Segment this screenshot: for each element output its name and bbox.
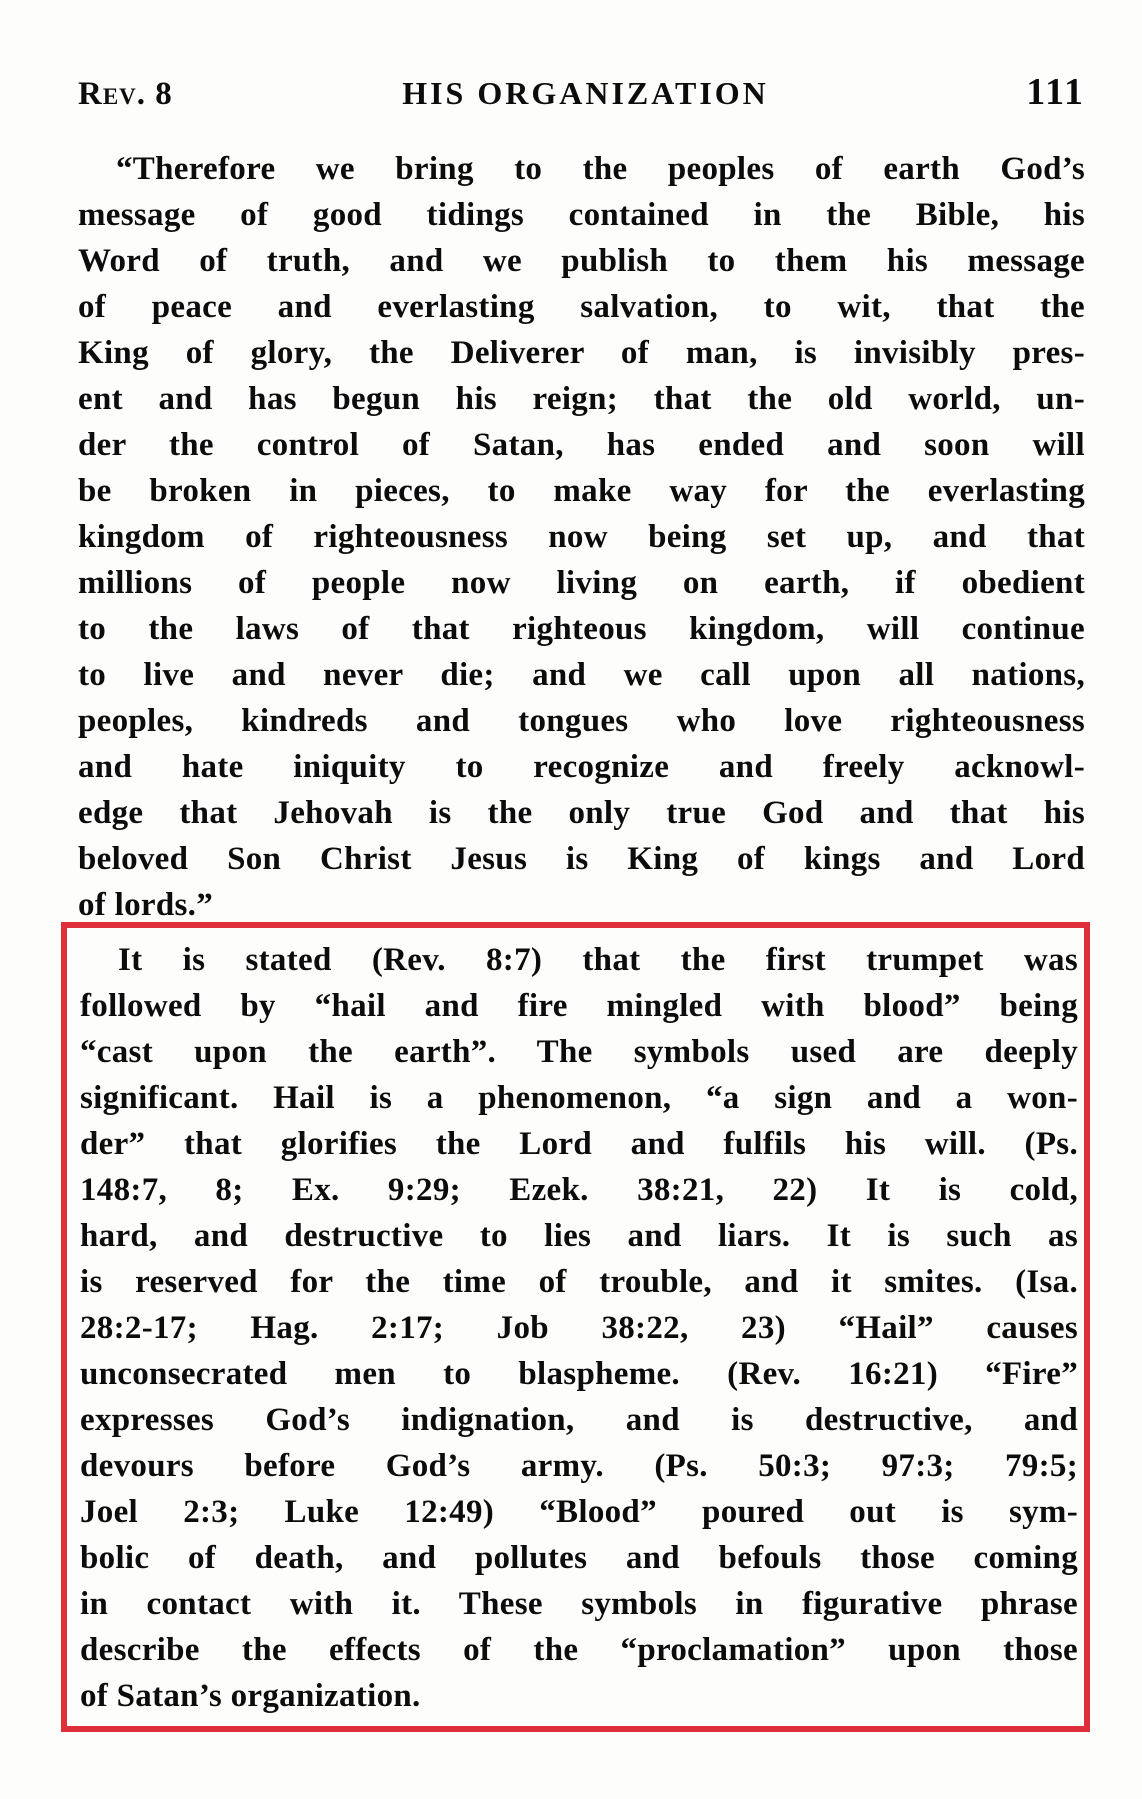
text-line: der the control of Satan, has ended and soon will bbox=[78, 427, 1085, 463]
text-line: beloved Son Christ Jesus is King of kings and Lord bbox=[78, 841, 1085, 877]
highlight-box bbox=[61, 922, 1090, 1732]
text-line: describe the effects of the “proclamation” upon those bbox=[80, 1632, 1078, 1668]
text-line: to live and never die; and we call upon all nations, bbox=[78, 657, 1085, 693]
running-head-title: HIS ORGANIZATION bbox=[402, 75, 769, 111]
paragraph-proclamation-quote bbox=[78, 146, 1085, 928]
page-number: 111 bbox=[1026, 71, 1085, 113]
text-line: Word of truth, and we publish to them his message bbox=[78, 243, 1085, 279]
text-line: unconsecrated men to blaspheme. (Rev. 16:21) “Fire” bbox=[80, 1356, 1078, 1392]
text-line: followed by “hail and fire mingled with blood” being bbox=[80, 988, 1078, 1024]
text-line: bolic of death, and pollutes and befouls those coming bbox=[80, 1540, 1078, 1576]
running-head-scripture-reference: Rev. 8 bbox=[78, 76, 173, 112]
text-line: message of good tidings contained in the Bible, his bbox=[78, 197, 1085, 233]
text-line: expresses God’s indignation, and is destructive, and bbox=[80, 1402, 1078, 1438]
text-line: der” that glorifies the Lord and fulfils his will. (Ps. bbox=[80, 1126, 1078, 1162]
text-line: be broken in pieces, to make way for the everlasting bbox=[78, 473, 1085, 509]
text-line: ent and has begun his reign; that the old world, un- bbox=[78, 381, 1085, 417]
text-line: 148:7, 8; Ex. 9:29; Ezek. 38:21, 22) It is cold, bbox=[80, 1172, 1078, 1208]
text-line: “Therefore we bring to the peoples of earth God’s bbox=[116, 151, 1085, 187]
text-line: of lords.” bbox=[78, 887, 213, 923]
text-line: peoples, kindreds and tongues who love righteousness bbox=[78, 703, 1085, 739]
text-line: Joel 2:3; Luke 12:49) “Blood” poured out is sym- bbox=[80, 1494, 1078, 1530]
text-line: and hate iniquity to recognize and freely acknowl- bbox=[78, 749, 1085, 785]
text-line: It is stated (Rev. 8:7) that the first trumpet was bbox=[118, 942, 1078, 978]
text-line: significant. Hail is a phenomenon, “a sign and a won- bbox=[80, 1080, 1078, 1116]
text-line: “cast upon the earth”. The symbols used are deeply bbox=[80, 1034, 1078, 1070]
text-line: millions of people now living on earth, if obedient bbox=[78, 565, 1085, 601]
text-line: in contact with it. These symbols in figurative phrase bbox=[80, 1586, 1078, 1622]
page-header bbox=[78, 70, 1085, 113]
text-line: King of glory, the Deliverer of man, is invisibly pres- bbox=[78, 335, 1085, 371]
text-line: is reserved for the time of trouble, and it smites. (Isa. bbox=[80, 1264, 1078, 1300]
paragraph-first-trumpet-commentary bbox=[80, 937, 1078, 1719]
body-text bbox=[78, 146, 1085, 1732]
text-line: kingdom of righteousness now being set up, and that bbox=[78, 519, 1085, 555]
text-line: devours before God’s army. (Ps. 50:3; 97:3; 79:5; bbox=[80, 1448, 1078, 1484]
text-line: of Satan’s organization. bbox=[80, 1678, 421, 1714]
text-line: 28:2-17; Hag. 2:17; Job 38:22, 23) “Hail” causes bbox=[80, 1310, 1078, 1346]
text-line: of peace and everlasting salvation, to wit, that the bbox=[78, 289, 1085, 325]
text-line: hard, and destructive to lies and liars. It is such as bbox=[80, 1218, 1078, 1254]
text-line: to the laws of that righteous kingdom, will continue bbox=[78, 611, 1085, 647]
text-line: edge that Jehovah is the only true God and that his bbox=[78, 795, 1085, 831]
